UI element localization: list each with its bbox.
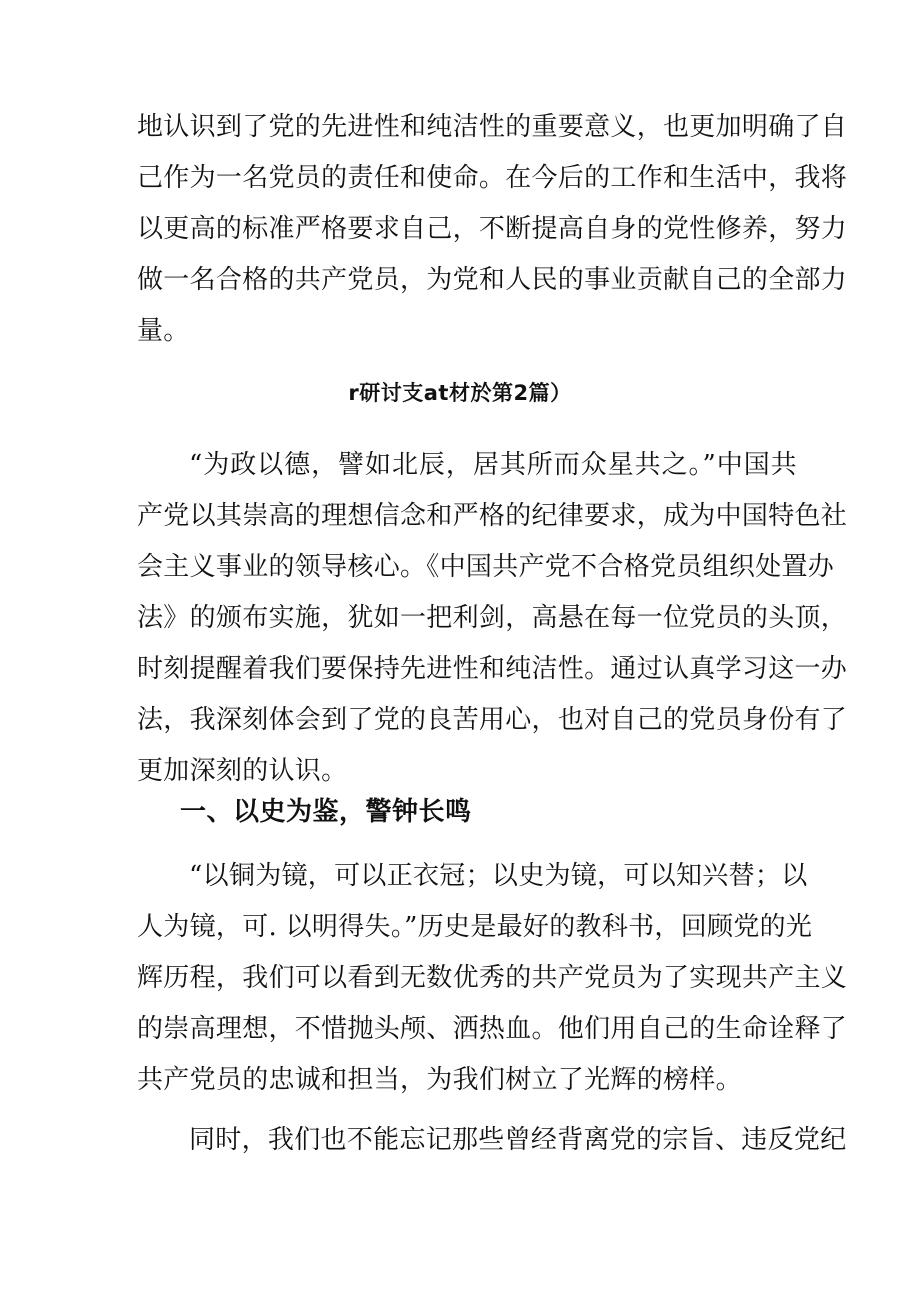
text-line: 法，我深刻体会到了党的良苦用心，也对自己的党员身份有了 — [137, 705, 848, 735]
text-line: 产党以其崇高的理想信念和严格的纪律要求，成为中国特色社 — [137, 501, 848, 531]
text-line: 时刻提醒着我们要保持先进性和纯洁性。通过认真学习这一办 — [137, 654, 848, 684]
section-subtitle: r研讨支at材於第2篇） — [348, 381, 572, 405]
text-line: 做一名合格的共产党员，为党和人民的事业贡献自己的全部力 — [137, 265, 848, 295]
text-line: 法》的颁布实施，犹如一把利剑，高悬在每一位党员的头顶， — [137, 603, 848, 633]
text-line: “为政以德，譬如北辰，居其所而众星共之。”中国共 — [189, 450, 797, 480]
text-line: 量。 — [137, 316, 190, 346]
text-line: 同时，我们也不能忘记那些曾经背离党的宗旨、违反党纪 — [189, 1125, 847, 1155]
paragraph-4 — [137, 1115, 847, 1166]
text-line: 的崇高理想，不惜抛头颅、洒热血。他们用自己的生命诠释了 — [137, 1014, 848, 1044]
section-heading: 一、以史为鉴，警钟长鸣 — [180, 797, 472, 827]
paragraph-3 — [137, 851, 848, 1106]
text-line: 以更高的标准严格要求自己，不断提高自身的党性修养，努力 — [137, 214, 848, 244]
text-line: 辉历程，我们可以看到无数优秀的共产党员为了实现共产主义 — [137, 963, 848, 993]
text-line: “以铜为镜，可以正衣冠；以史为镜，可以知兴替；以 — [189, 861, 808, 891]
text-line: 共产党员的忠诚和担当，为我们树立了光辉的榜样。 — [137, 1065, 742, 1095]
text-line: 人为镜，可. 以明得失。”历史是最好的教科书，回顾党的光 — [137, 912, 813, 942]
paragraph-2 — [137, 440, 848, 797]
text-line: 会主义事业的领导核心。《中国共产党不合格党员组织处置办 — [137, 552, 835, 582]
text-line: 地认识到了党的先进性和纯洁性的重要意义，也更加明确了自 — [137, 112, 848, 142]
text-line: 己作为一名党员的责任和使命。在今后的工作和生活中，我将 — [137, 163, 848, 193]
paragraph-1 — [137, 102, 848, 357]
text-line: 更加深刻的认识。 — [137, 756, 348, 786]
